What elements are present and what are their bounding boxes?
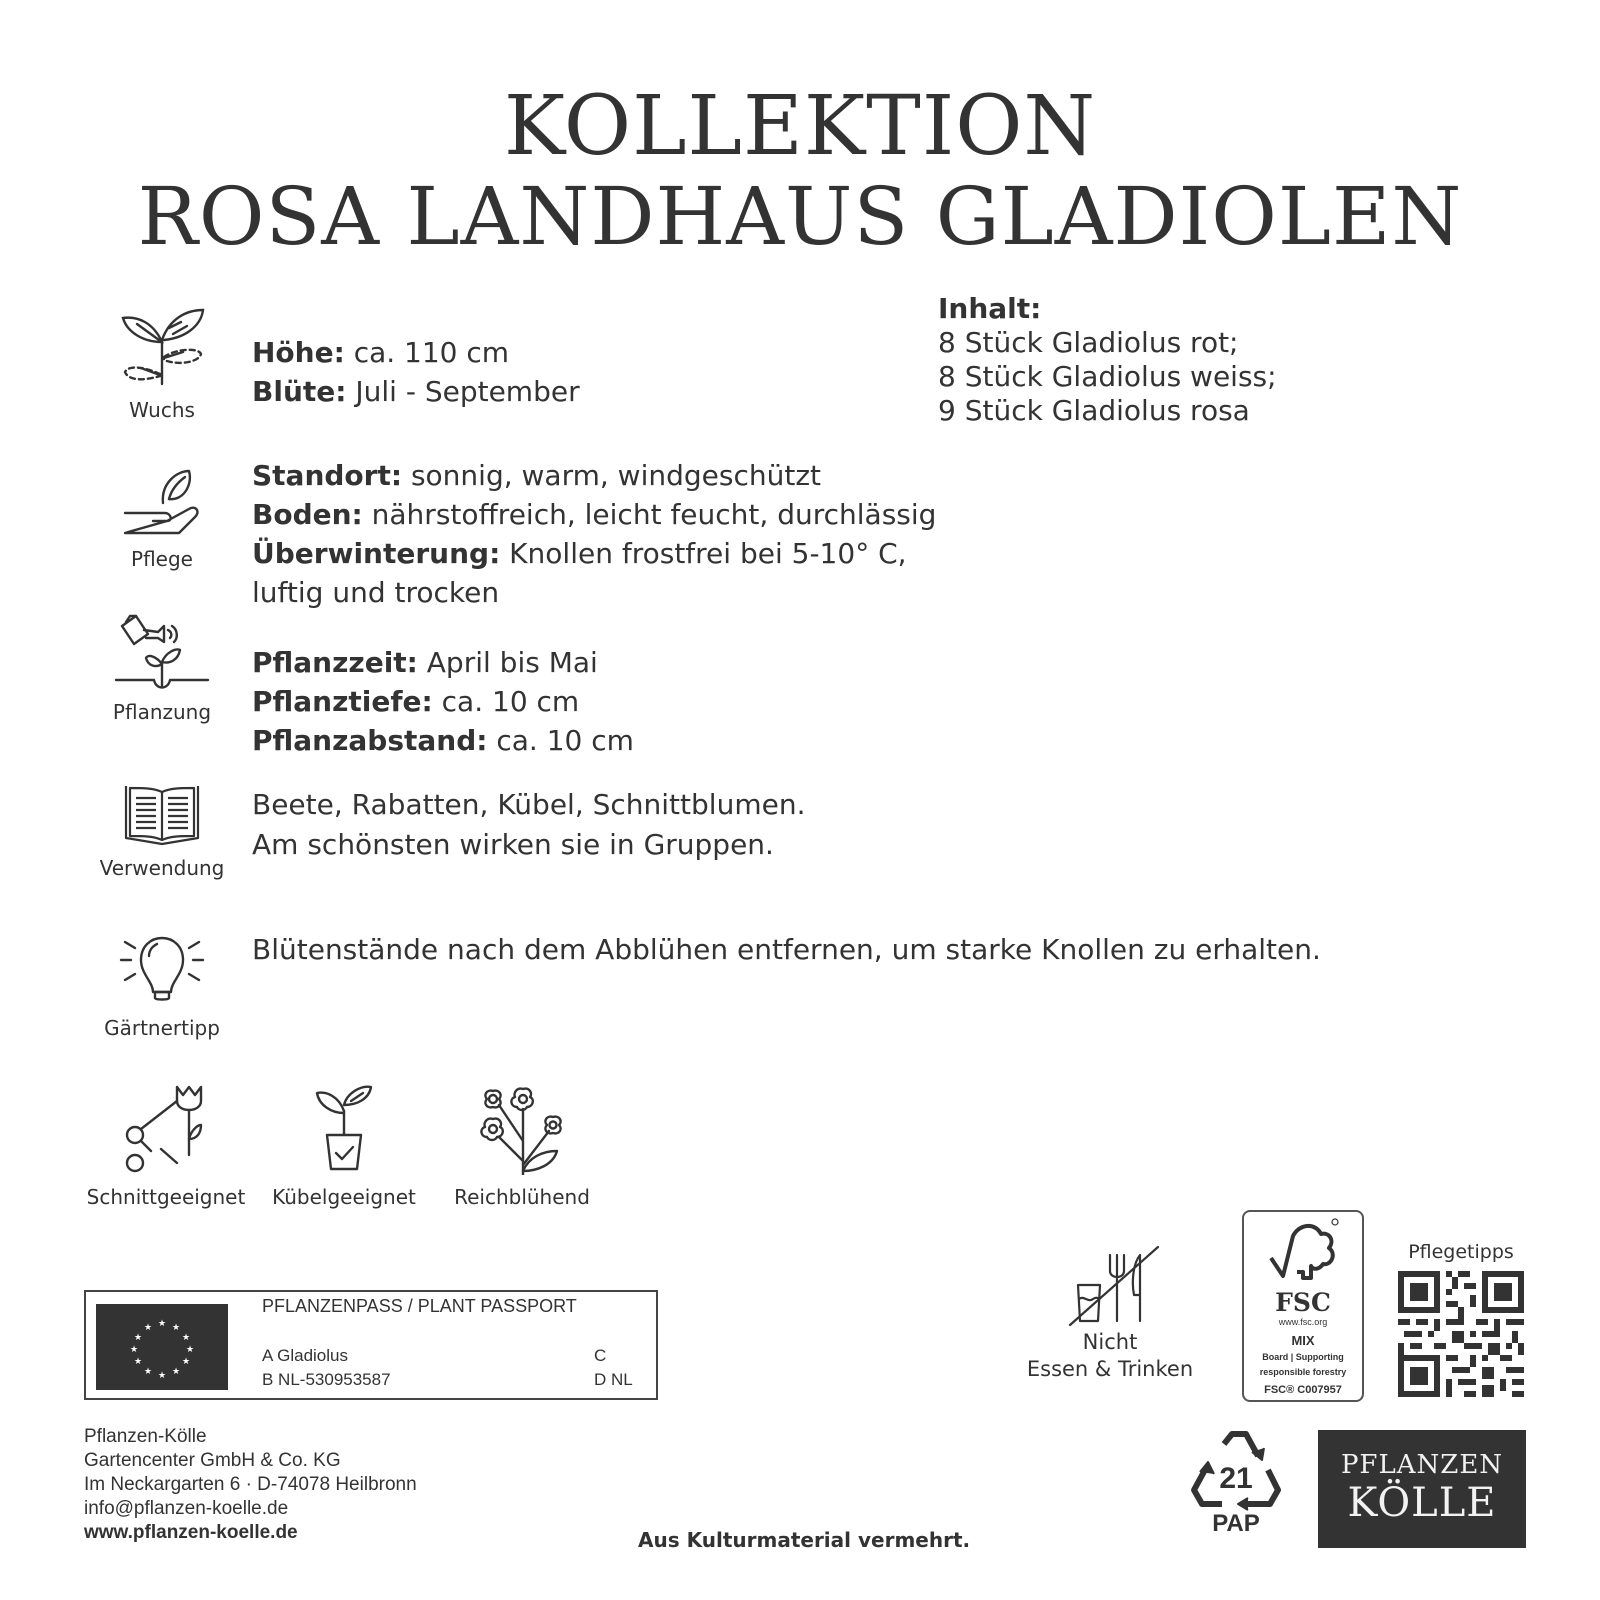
passport-field-d: D NL bbox=[594, 1370, 633, 1389]
info-value: Beete, Rabatten, Kübel, Schnittblumen. bbox=[252, 788, 806, 821]
info-line bbox=[252, 456, 936, 495]
info-key: Pflanzabstand: bbox=[252, 724, 488, 757]
info-line bbox=[252, 495, 936, 534]
feature-kuebelgeeignet bbox=[264, 1085, 424, 1209]
info-line bbox=[252, 785, 805, 825]
info-value: Knollen frostfrei bei 5-10° C, bbox=[500, 537, 907, 570]
address-line: Gartencenter GmbH & Co. KG bbox=[84, 1450, 341, 1471]
info-line bbox=[252, 333, 580, 372]
qr-code-icon[interactable] bbox=[1398, 1271, 1524, 1397]
info-key: Standort: bbox=[252, 459, 403, 492]
info-key: Höhe: bbox=[252, 336, 345, 369]
company-address bbox=[84, 1425, 417, 1545]
contents-heading: Inhalt: bbox=[938, 292, 1042, 325]
info-value: luftig und trocken bbox=[252, 576, 500, 609]
info-line bbox=[252, 573, 936, 612]
svg-text:★: ★ bbox=[133, 1333, 143, 1343]
pflanzung-icon-block bbox=[82, 610, 242, 724]
recycling-mark bbox=[1188, 1430, 1284, 1538]
plant-passport bbox=[84, 1290, 658, 1400]
plant-growth-icon bbox=[117, 302, 207, 392]
feature-label: Kübelgeeignet bbox=[272, 1185, 416, 1209]
potted-plant-icon bbox=[299, 1085, 389, 1175]
section-label: Pflege bbox=[131, 547, 193, 571]
info-value: April bis Mai bbox=[417, 646, 598, 679]
section-label: Gärtnertipp bbox=[104, 1016, 220, 1040]
recycling-code: PAP bbox=[1212, 1510, 1260, 1537]
info-key: Blüte: bbox=[252, 375, 347, 408]
not-food-line-1: Nicht bbox=[1082, 1330, 1138, 1354]
address-line: Pflanzen-Kölle bbox=[84, 1426, 207, 1447]
info-line bbox=[252, 682, 634, 721]
passport-title: PFLANZENPASS / PLANT PASSPORT bbox=[262, 1296, 577, 1316]
svg-text:★: ★ bbox=[129, 1345, 139, 1355]
passport-field-b: B NL-530953587 bbox=[262, 1370, 391, 1389]
contents-block bbox=[938, 292, 1277, 428]
gaertnertipp-info bbox=[252, 930, 1321, 969]
pflanzung-info bbox=[252, 643, 634, 760]
fsc-word: FSC bbox=[1275, 1288, 1331, 1317]
info-value: sonnig, warm, windgeschützt bbox=[402, 459, 822, 492]
info-line bbox=[252, 534, 936, 573]
info-value: Juli - September bbox=[346, 375, 580, 408]
info-line bbox=[252, 930, 1321, 969]
flower-bouquet-icon bbox=[477, 1085, 567, 1175]
contents-item: 8 Stück Gladiolus weiss; bbox=[938, 360, 1277, 393]
feature-reichbluehend bbox=[442, 1085, 602, 1209]
info-line bbox=[252, 372, 580, 411]
svg-text:★: ★ bbox=[143, 1323, 153, 1333]
page-title bbox=[0, 79, 1600, 263]
title-line-1: KOLLEKTION bbox=[503, 79, 1097, 174]
logo-top: PFLANZEN bbox=[1340, 1450, 1504, 1480]
no-eating-drinking-icon bbox=[1060, 1245, 1160, 1329]
info-value: ca. 10 cm bbox=[432, 685, 580, 718]
eu-flag-icon bbox=[96, 1304, 228, 1390]
passport-field-a: A Gladiolus bbox=[262, 1346, 348, 1365]
fsc-license-code: FSC® C007957 bbox=[1264, 1384, 1342, 1396]
svg-text:★: ★ bbox=[133, 1357, 143, 1367]
not-food-line-2: Essen & Trinken bbox=[1026, 1357, 1194, 1381]
title-line-2: ROSA LANDHAUS GLADIOLEN bbox=[137, 170, 1463, 263]
info-value: ca. 10 cm bbox=[487, 724, 634, 757]
section-label: Verwendung bbox=[99, 856, 225, 880]
address-line: Im Neckargarten 6 · D-74078 Heilbronn bbox=[84, 1474, 417, 1495]
qr-label: Pflegetipps bbox=[1408, 1241, 1514, 1263]
contents-item: 9 Stück Gladiolus rosa bbox=[938, 394, 1250, 427]
not-food-block bbox=[1025, 1245, 1195, 1383]
section-label: Pflanzung bbox=[112, 700, 212, 724]
svg-text:★: ★ bbox=[171, 1323, 181, 1333]
verwendung-icon-block bbox=[82, 782, 242, 880]
fsc-tree-check-icon bbox=[1263, 1216, 1343, 1292]
svg-text:★: ★ bbox=[181, 1357, 191, 1367]
info-key: Boden: bbox=[252, 498, 363, 531]
propagation-note: Aus Kulturmaterial vermehrt. bbox=[638, 1528, 971, 1552]
svg-text:★: ★ bbox=[185, 1345, 195, 1355]
info-key: Pflanztiefe: bbox=[252, 685, 433, 718]
fsc-badge bbox=[1242, 1210, 1364, 1402]
info-value: nährstoffreich, leicht feucht, durchlässig bbox=[362, 498, 937, 531]
hand-leaf-icon bbox=[117, 465, 207, 541]
svg-text:★: ★ bbox=[157, 1319, 167, 1329]
care-tips-qr bbox=[1395, 1241, 1527, 1397]
feature-label: Schnittgeeignet bbox=[86, 1185, 246, 1209]
info-line bbox=[252, 825, 805, 865]
wuchs-info bbox=[252, 333, 580, 411]
logo-bottom: KÖLLE bbox=[1347, 1480, 1497, 1526]
fsc-claim-1: Board | Supporting bbox=[1262, 1352, 1344, 1362]
brand-logo bbox=[1318, 1430, 1526, 1548]
fsc-claim-2: responsible forestry bbox=[1259, 1367, 1347, 1377]
recycling-number: 21 bbox=[1219, 1462, 1253, 1495]
recycling-triangle-icon bbox=[1188, 1430, 1284, 1514]
info-line bbox=[252, 643, 634, 682]
info-value: Blütenstände nach dem Abblühen entfernen, um starke Knollen zu erhalten. bbox=[252, 933, 1321, 966]
wuchs-icon-block bbox=[82, 302, 242, 422]
info-key: Überwinterung: bbox=[252, 537, 501, 570]
svg-text:★: ★ bbox=[171, 1367, 181, 1377]
passport-field-c: C bbox=[594, 1346, 607, 1365]
info-value: Am schönsten wirken sie in Gruppen. bbox=[252, 828, 774, 861]
svg-text:★: ★ bbox=[143, 1367, 153, 1377]
pflege-info bbox=[252, 456, 936, 612]
website-link[interactable]: www.pflanzen-koelle.de bbox=[84, 1522, 298, 1543]
open-book-icon bbox=[122, 782, 202, 846]
light-bulb-icon bbox=[117, 932, 207, 1002]
contents-item: 8 Stück Gladiolus rot; bbox=[938, 326, 1239, 359]
email-link[interactable]: info@pflanzen-koelle.de bbox=[84, 1498, 289, 1519]
verwendung-info bbox=[252, 785, 805, 865]
info-value: ca. 110 cm bbox=[344, 336, 510, 369]
feature-schnittgeeignet bbox=[86, 1085, 246, 1209]
fsc-url: www.fsc.org bbox=[1278, 1317, 1328, 1327]
gaertnertipp-icon-block bbox=[82, 932, 242, 1040]
section-label: Wuchs bbox=[129, 398, 195, 422]
feature-label: Reichblühend bbox=[454, 1185, 590, 1209]
svg-text:★: ★ bbox=[157, 1371, 167, 1381]
fsc-mix: MIX bbox=[1291, 1333, 1315, 1348]
svg-text:★: ★ bbox=[181, 1333, 191, 1343]
info-line bbox=[252, 721, 634, 760]
watering-can-icon bbox=[112, 610, 212, 694]
info-key: Pflanzzeit: bbox=[252, 646, 418, 679]
pflege-icon-block bbox=[82, 465, 242, 571]
scissors-tulip-icon bbox=[121, 1085, 211, 1175]
